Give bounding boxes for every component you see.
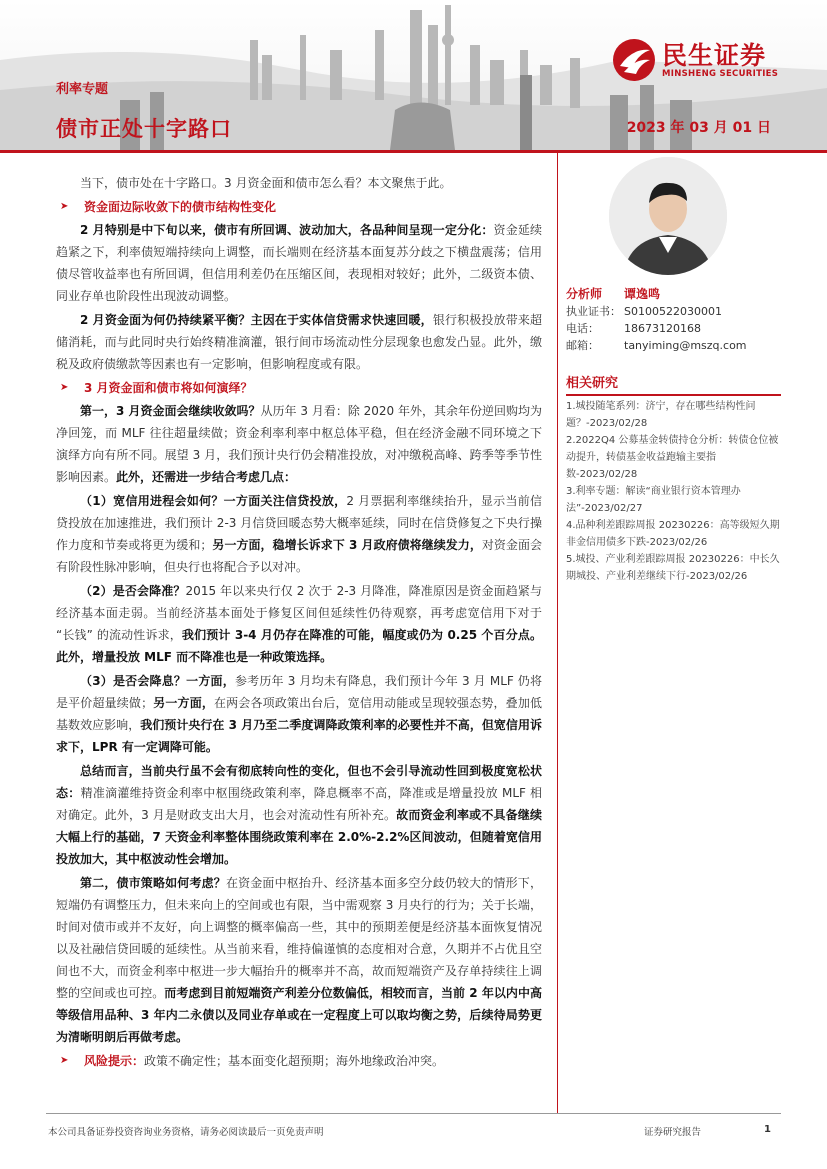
related-item[interactable]: 1.城投随笔系列：济宁，存在哪些结构性问题？-2023/02/28 [566,401,756,429]
arrow-right-icon: ➤ [60,382,69,393]
analyst-email[interactable]: tanyiming@mszq.com [624,339,747,352]
section-heading-text: 资金面边际收敛下的债市结构性变化 [84,200,277,214]
analyst-phone: 18673120168 [624,322,701,335]
risk-warning [56,1050,542,1072]
arrow-right-icon: ➤ [60,201,69,212]
report-date: 2023 年 03 月 01 日 [626,120,771,136]
paragraph: （3）是否会降息？一方面，参考历年 3 月均未有降息，我们预计今年 3 月 MLF 仍将是平价超量续做；另一方面，在两会各项政策出台后，宽信用动能或呈现较强态势，叠加低基数效应影响，我们预计央行在 3 月乃至二季度调降政策利率的必要性并不高，但宽信用诉求下，LPR 有一定调降可能。 [56,674,542,754]
minsheng-logo [612,36,812,86]
paragraph: （1）宽信用进程会如何？一方面关注信贷投放，2 月票据利率继续抬升，显示当前信贷投放在加速推进，我们预计 2-3 月信贷回暖态势大概率延续，同时在信贷修复之下央行操作力度和节奏或将更为缓和；另一方面，稳增长诉求下 3 月政府债将继续发力，对资金面会有阶段性脉冲影响，但央行也将配合予以对冲。 [56,494,543,574]
intro-paragraph: 当下，债市处在十字路口。3 月资金面和债市怎么看？本文聚焦于此。 [80,176,452,190]
logo-text-en: MINSHENG SECURITIES [662,69,779,79]
analyst-row: 电话： 18673120168 [566,322,701,335]
arrow-right-icon: ➤ [60,1055,69,1066]
minsheng-logo-icon [612,38,656,82]
related-item[interactable]: 4.品种利差跟踪周报 20230226：高等级短久期非金信用债多下跌-2023/02/26 [566,520,780,548]
related-research-list [566,398,782,585]
page-header [0,0,827,150]
footer-disclaimer: 本公司具备证券投资咨询业务资格，请务必阅读最后一页免责声明 [48,1127,324,1138]
related-item[interactable]: 5.城投、产业利差跟踪周报 20230226：中长久期城投、产业利差继续下行-2023/02/26 [566,554,780,582]
analyst-role: 分析师 [566,287,603,301]
footer-divider [46,1113,781,1114]
paragraph: 总结而言，当前央行虽不会有彻底转向性的变化，但也不会引导流动性回到极度宽松状态：精准滴灌维持资金利率中枢围绕政策利率，降息概率不高，降准或是增量投放 MLF 相对确定。此外，3 月是财政支出大月，也会对流动性有所补充。故而资金利率或不具备继续大幅上行的基础，7 天资金利率整体围绕政策利率在 2.0%-2.2%区间波动，但随着宽信用投放加大，其中枢波动性会增加。 [56,764,542,866]
analyst-cert: S0100522030001 [624,305,722,318]
paragraph: 2 月特别是中下旬以来，债市有所回调、波动加大，各品种间呈现一定分化：资金延续趋紧之下，利率债短端持续向上调整，而长端则在经济基本面复苏分歧之下横盘震荡；信用债尽管收益率也有所回调，但信用利差仍在压缩区间，表现相对较好；此外，二级资本债、同业存单也阶段性出现波动调整。 [56,223,542,303]
analyst-info [566,286,776,354]
analyst-name: 谭逸鸣 [624,287,661,301]
related-item[interactable]: 2.2022Q4 公募基金转债持仓分析：转债仓位被动提升，转债基金收益跑输主要指数-2023/02/28 [566,435,779,480]
logo-text-cn: 民生证券 [662,41,767,70]
main-content [56,172,542,1072]
section-heading-text: 3 月资金面和债市将如何演绎？ [84,381,253,395]
report-category: 利率专题 [56,82,109,97]
related-research-title: 相关研究 [566,372,781,396]
section-heading-1 [56,196,542,218]
analyst-photo [609,157,727,275]
analyst-row: 执业证书： S0100522030001 [566,305,722,318]
page-title: 债市正处十字路口 [56,117,232,141]
related-item[interactable]: 3.利率专题：解读“商业银行资本管理办法”-2023/02/27 [566,486,741,514]
analyst-row: 邮箱： tanyiming@mszq.com [566,339,747,352]
paragraph: 2 月资金面为何仍持续紧平衡？主因在于实体信贷需求快速回暖，银行积极投放带来超储消耗，而与此同时央行始终精准滴灌，银行间市场流动性分层现象也愈发凸显。此外，缴税及政府债缴款等因素也有一定影响，但影响程度或有限。 [56,313,542,371]
paragraph: （2）是否会降准？2015 年以来央行仅 2 次于 2-3 月降准，降准原因是资金面趋紧与经济基本面走弱。当前经济基本面处于修复区间但延续性仍待观察，再考虑宽信用下对于 “长钱” 的流动性诉求，我们预计 3-4 月仍存在降准的可能，幅度或仍为 0.25 个百分点。此外，增量投放 MLF 而不降准也是一种政策选择。 [56,584,542,664]
paragraph: 第二，债市策略如何考虑？在资金面中枢抬升、经济基本面多空分歧仍较大的情形下，短端仍有调整压力，但未来向上的空间或也有限，当中需观察 3 月央行的行为；关于长端，时间对债市或并不友好，向上调整的概率偏高一些，其中的预期差便是经济基本面恢复情况以及社融信贷回暖的延续性。从当前来看，维持偏谨慎的态度相对合意，久期并不占优且空间也不大，而资金利率中枢进一步大幅抬升的概率并不高，故而短端资产及存单持续往上调整的空间或也可控。而考虑到目前短端资产利差分位数偏低，相较而言，当前 2 年以内中高等级信用品种、3 年内二永债以及同业存单或在一定程度上可以取均衡之势，后续待局势更为清晰明朗后再做考虑。 [56,876,542,1044]
paragraph: 第一，3 月资金面会继续收敛吗？从历年 3 月看：除 2020 年外，其余年份逆回购均为净回笼，而 MLF 往往超量续做；资金利率利率中枢总体平稳，但在经济金融不同环境之下演绎方向有所不同。展望 3 月，我们预计央行仍会精准投放，对冲缴税高峰、跨季等季节性影响因素。此外，还需进一步结合考虑几点： [56,404,542,484]
analyst-row [566,286,776,303]
page-number: 1 [764,1124,771,1135]
footer-report-type: 证券研究报告 [644,1127,702,1138]
risk-label: 风险提示： [84,1054,145,1068]
column-divider [557,153,558,1113]
section-heading-2 [56,377,542,399]
header-divider [0,150,827,153]
risk-text: 政策不确定性；基本面变化超预期；海外地缘政治冲突。 [144,1054,445,1068]
